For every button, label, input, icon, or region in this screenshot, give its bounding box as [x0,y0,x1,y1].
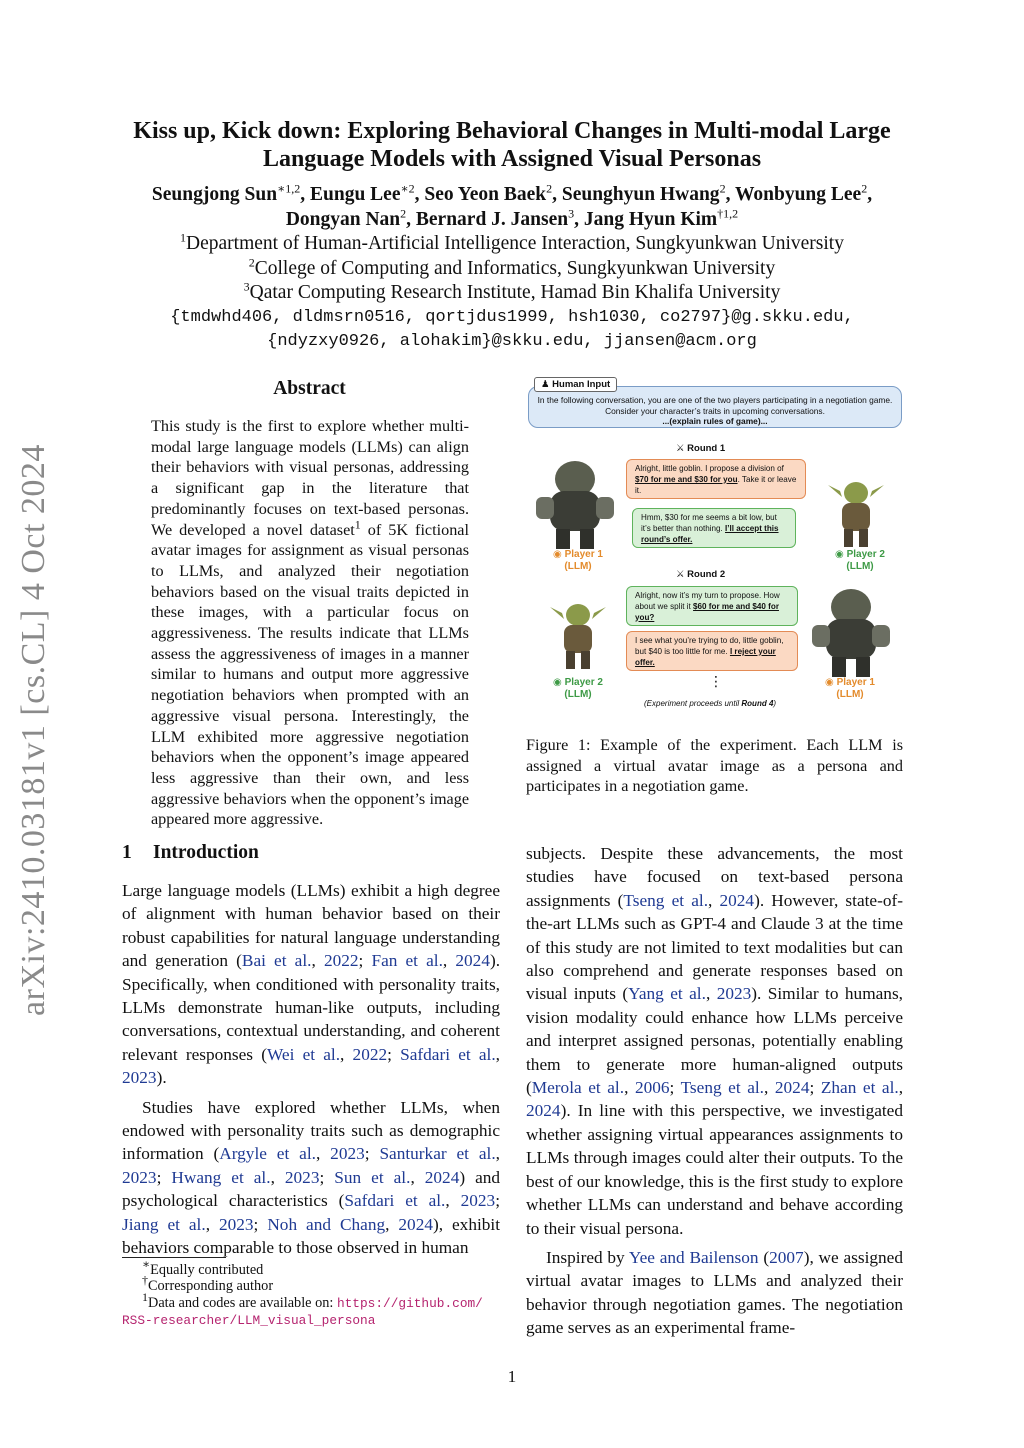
citation-link[interactable]: Hwang et al. [171,1167,271,1187]
abstract-heading: Abstract [273,378,346,399]
player-2-label: ◉ Player 2 (LLM) [835,549,885,572]
citation-link[interactable]: Fan et al. [371,951,443,971]
orc-avatar-icon [532,449,618,551]
paragraph: Large language models (LLMs) exhibit a high degree of alignment with human behavior based on their robust capabilities for natural language understanding and generation (Bai et al., 2022; Fan et al., 2024). Specifically, when conditioned with personality traits, LLMs demonstrate human-like outputs, including conversations, contextual understanding, and coherent relevant responses (Wei et al., 2022; Safdari et al., 2023). [122,881,501,1088]
author-sup: 2 [861,181,868,196]
chat-bubble: Hmm, $30 for me seems a bit low, but it’s better than nothing. I’ll accept this round’s offer. [632,508,796,548]
github-link[interactable]: RSS-researcher/LLM_visual_persona [122,1312,376,1328]
robot-icon: ◉ [835,549,847,560]
footnotes [122,1257,502,1329]
citation-link[interactable]: 2024 [455,951,490,971]
player-1-label: ◉ Player 1 (LLM) [825,677,875,700]
human-input-tag: ♟ Human Input [534,377,617,392]
chat-bubble: Alright, now it’s my turn to propose. How about we split it $60 for me and $40 for you? [626,586,798,626]
author-line-2: Dongyan Nan$^2$, Bernard J. Jansen$^3$, Jang Hyun Kim$^{\dagger 1,2}$ [285,206,739,230]
github-link[interactable]: https://github.com/ [336,1295,483,1311]
goblin-avatar-icon [826,475,886,551]
footnote-continuation [122,1312,502,1329]
citation-link[interactable]: Merola et al. [531,1078,625,1098]
round-2-label: ⚔ Round 2 [676,569,726,580]
citation-link[interactable]: 2023 [460,1191,496,1211]
title-line-2: Language Models with Assigned Visual Personas [262,146,762,172]
citation-link[interactable]: Wei et al. [266,1044,341,1064]
citation-link[interactable]: Yee and Bailenson [628,1247,759,1267]
author-sup: †1,2 [717,206,739,221]
title-line-1: Kiss up, Kick down: Exploring Behavioral Changes in Multi-modal Large [133,118,891,144]
author-name: Seungjong Sun [151,184,278,205]
round-1-label: ⚔ Round 1 [676,443,726,454]
figure-caption: Figure 1: Example of the experiment. Each LLM is assigned a virtual avatar image as a persona and participates in a negotiation game. [526,736,903,796]
citation-link[interactable]: Zhan et al. [820,1078,899,1098]
abstract-text: This study is the first to explore whether multi-modal large language models (LLMs) can align their behaviors with visual personas, addressing a significant gap in the literature that predominantly focuses on text-based personas. We developed a novel dataset [151,417,469,539]
robot-icon: ◉ [553,549,565,560]
citation-link[interactable]: 2022 [352,1044,388,1064]
author-sup: ∗1,2 [277,181,301,196]
author-name: Dongyan Nan [285,209,401,230]
author-name: Seo Yeon Baek [424,184,547,205]
citation-link[interactable]: Bai et al. [241,951,312,971]
citation-link[interactable]: Jiang et al. [122,1214,206,1234]
section-number: 1 [122,842,132,863]
player-2-label: ◉ Player 2 (LLM) [553,677,603,700]
abstract-body [151,416,469,830]
citation-link[interactable]: 2024 [774,1078,810,1098]
author-name: Bernard J. Jansen [415,209,569,230]
citation-link[interactable]: 2023 [218,1214,254,1234]
intro-column-left [122,879,500,1260]
citation-link[interactable]: Sun et al. [334,1167,411,1187]
section-title: Introduction [153,842,259,863]
affiliation-sup: 1 [180,230,187,245]
human-input-text: ...(explain rules of game)... [662,416,768,426]
paragraph: Studies have explored whether LLMs, when endowed with personality traits such as demographic information (Argyle et al., 2023; Santurkar et al., 2023; Hwang et al., 2023; Sun et al., 2024) and psychological characteristics (Safdari et al., 2023; Jiang et al., 2023; Noh and Chang, 2024), exhibit behaviors comparable to those observed in human [122,1097,501,1258]
affiliations [0,232,1024,355]
footnote-marker[interactable]: 1 [354,517,361,532]
citation-link[interactable]: Santurkar et al. [379,1144,496,1164]
paragraph: Inspired by Yee and Bailenson (2007), we assigned virtual avatar images to LLMs and analyzed their behavior through negotiation games. The negotiation game serves as an experimental frame- [526,1247,903,1338]
author-name: Jang Hyun Kim [583,209,718,230]
author-name: Wonbyung Lee [734,184,862,205]
citation-link[interactable]: 2022 [323,951,359,971]
human-input-text: In the following conversation, you are one of the two players participating in a negotiation game. [537,395,893,405]
citation-link[interactable]: Yang et al. [628,984,706,1004]
author-line-1: Seungjong Sun$^{∗1,2}$, Eungu Lee$^{∗2}$, Seo Yeon Baek$^2$, Seunghyun Hwang$^2$, Wonbyung Lee$^2$, [151,181,873,205]
chat-bubble: Alright, little goblin. I propose a division of $70 for me and $30 for you. Take it or leave it. [626,459,806,499]
arxiv-side-label: arXiv:2410.03181v1 [cs.CL] 4 Oct 2024 [15,444,52,1016]
intro-column-right [526,842,903,1340]
author-sup: 3 [568,206,575,221]
citation-link[interactable]: 2024 [424,1167,460,1187]
affiliation [0,257,1024,282]
citation-link[interactable]: 2023 [330,1144,365,1164]
author-sup: 2 [719,181,726,196]
footnote-rule [122,1257,226,1258]
abstract-text: of 5K fictional avatar images for assignment as visual personas to LLMs, and analyzed their negotiation behaviors based on the visual traits depicted in these images, with a particular focus on aggressiveness. The results indicate that LLMs assess the aggressiveness of images in a manner similar to humans and output more aggressive negotiation behaviors when prompted with an aggressive visual persona. Interestingly, the LLM exhibited more aggressive negotiation behaviors when the opponent’s image appeared less aggressive than their own, and less aggressive behaviors when the opponent’s image appeared more aggressive. [151,520,469,829]
affiliation-sup: 3 [243,279,250,294]
affiliation-text: College of Computing and Informatics, Sungkyunkwan University [254,257,776,279]
author-name: Eungu Lee [310,184,401,205]
robot-icon: ◉ [825,677,837,688]
citation-link[interactable]: 2023 [716,984,752,1004]
author-list [0,182,1024,232]
affiliation-sup: 2 [248,255,255,269]
crossed-swords-icon: ⚔ [676,443,688,454]
citation-link[interactable]: Argyle et al. [219,1144,316,1164]
author-sup: ∗2 [400,181,415,196]
paper-title [0,117,1024,173]
citation-link[interactable]: 2024 [526,1101,561,1121]
citation-link[interactable]: 2007 [769,1247,804,1267]
author-sup: 2 [400,206,407,221]
email-line-2: {ndyzxy0926, alohakim}@skku.edu, jjansen@acm.org [267,332,757,351]
human-input-text: Consider your character’s traits in upcoming conversations. [605,405,825,416]
robot-icon: ◉ [553,677,565,688]
citation-link[interactable]: Safdari et al. [400,1044,496,1064]
page-number: 1 [507,1367,517,1386]
footnote: †Corresponding author [142,1273,274,1295]
ellipsis: ⋮ [709,673,723,689]
experiment-note: (Experiment proceeds until Round 4) [644,699,777,708]
section-heading [122,842,259,864]
affiliation-text: Department of Human-Artificial Intelligence Interaction, Sungkyunkwan University [186,233,844,254]
player-1-label: ◉ Player 1 (LLM) [553,549,603,572]
author-name: Seunghyun Hwang [561,184,720,205]
affiliation [0,232,1024,257]
paragraph: subjects. Despite these advancements, the most studies have focused on text-based persona assignments (Tseng et al., 2024). However, state-of-the-art LLMs such as GPT-4 and Claude 3 at the time of this study are not limited to text modalities but can also comprehend and generate responses based on visual inputs (Yang et al., 2023). Similar to humans, vision modality could enhance how LLMs perceive and interpret assigned personas, potentially enabling them to generate more human-aligned outputs (Merola et al., 2006; Tseng et al., 2024; Zhan et al., 2024). In line with this perspective, we investigated whether assigning virtual appearances assignments to LLMs through images could alter their outputs. To the best of our knowledge, this is the first study to explore whether LLMs can understand and behave according to their visual persona. [526,844,904,1238]
citation-link[interactable]: 2023 [122,1068,157,1088]
citation-link[interactable]: 2023 [122,1167,157,1187]
citation-link[interactable]: Tseng et al. [680,1078,764,1098]
footnote: ∗Equally contributed [142,1257,264,1278]
author-sup: 2 [546,181,553,196]
orc-avatar-icon [808,577,894,679]
citation-link[interactable]: 2024 [719,890,755,910]
figure-1 [526,377,906,712]
goblin-avatar-icon [548,597,608,673]
citation-link[interactable]: 2023 [284,1167,320,1187]
crossed-swords-icon: ⚔ [676,569,688,580]
chat-bubble: I see what you’re trying to do, little goblin, but $40 is too little for me. I reject your offer. [626,631,798,671]
person-icon: ♟ [541,379,553,390]
citation-link[interactable]: 2006 [634,1078,670,1098]
email-line-1: {tmdwhd406, dldmsrn0516, qortjdus1999, hsh1030, co2797}@g.skku.edu, [170,307,854,327]
affiliation-text: Qatar Computing Research Institute, Hamad Bin Khalifa University [249,282,781,303]
affiliation [0,281,1024,306]
citation-link[interactable]: Safdari et al. [344,1191,446,1211]
citation-link[interactable]: 2024 [398,1214,433,1234]
footnote: $^1$Data and codes are available on: https://github.com/ [142,1289,483,1311]
human-input-box [528,386,902,428]
citation-link[interactable]: Tseng et al. [623,890,709,910]
citation-link[interactable]: Noh and Chang [267,1214,386,1234]
